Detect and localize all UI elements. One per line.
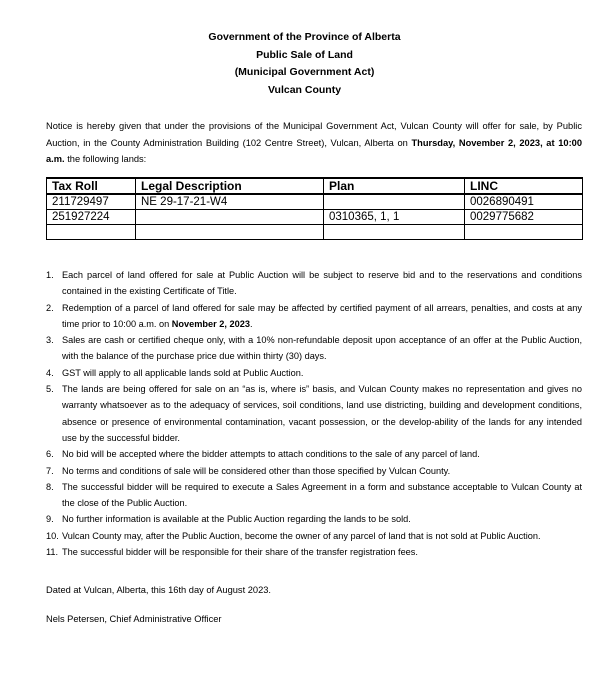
table-row: [47, 210, 583, 225]
intro-text: Notice is hereby given that under the provisions of the Municipal Government Act, Vulcan County will offer for sale, by Public Auction, in the County Administration Building (102 Centre Street), Vulcan, Alberta on: [46, 121, 582, 148]
item-text: No further information is available at the Public Auction regarding the lands to be sold.: [62, 514, 411, 525]
cell-plan: [324, 194, 465, 210]
item-text: The successful bidder will be required to execute a Sales Agreement in a form and substance acceptable to Vulcan County at the close of the Public Auction.: [62, 481, 582, 509]
item-text: GST will apply to all applicable lands sold at Public Auction.: [62, 367, 304, 378]
item-text: Redemption of a parcel of land offered for sale may be affected by certified payment of all arrears, penalties, and costs at any time prior to 10:00 a.m. on: [62, 302, 582, 329]
list-item: [0, 528, 582, 544]
notice-header: [0, 29, 609, 99]
header-government: Government of the Province of Alberta: [208, 31, 401, 43]
list-item: [0, 332, 582, 365]
item-text: Sales are cash or certified cheque only, with a 10% non-refundable deposit upon acceptance of an offer at the Public Auction, with the balance of the purchase price due within thirty (30) days.: [62, 335, 582, 362]
list-item: [0, 479, 582, 512]
item-text-end: .: [249, 318, 253, 329]
cell-linc: 0026890491: [465, 194, 583, 210]
terms-list: [0, 267, 582, 560]
item-number: 4.: [46, 367, 54, 378]
item-text: No terms and conditions of sale will be considered other than those specified by Vulcan County.: [62, 465, 451, 476]
item-number: 3.: [46, 335, 54, 346]
header-county: Vulcan County: [267, 83, 342, 96]
col-header-plan: Plan: [324, 178, 465, 194]
header-act: (Municipal Government Act): [234, 66, 375, 78]
lands-table: [46, 177, 583, 240]
cell-legal-description: NE 29-17-21-W4: [136, 194, 324, 210]
intro-date: Thursday, November 2, 2023, at 10:00 a.m.: [46, 137, 583, 164]
cell-plan: [324, 225, 465, 240]
item-number: 5.: [46, 384, 54, 395]
item-number: 10.: [46, 530, 59, 541]
item-text: Each parcel of land offered for sale at Public Auction will be subject to reserve bid and to the reservations and conditions contained in the existing Certificate of Title.: [62, 270, 582, 297]
signer-line: Nels Petersen, Chief Administrative Officer: [46, 614, 222, 624]
item-number: 2.: [46, 302, 54, 313]
col-header-linc: LINC: [465, 178, 583, 194]
table-row-empty: [47, 225, 583, 240]
table-row: [47, 194, 583, 210]
item-number: 11.: [46, 547, 59, 558]
item-text: No bid will be accepted where the bidder attempts to attach conditions to the sale of any parcel of land.: [62, 449, 480, 460]
table-header-row: [47, 178, 583, 194]
list-item: [0, 446, 582, 462]
item-number: 8.: [46, 481, 54, 492]
cell-tax-roll: [47, 225, 136, 240]
cell-tax-roll: 251927224: [47, 210, 136, 225]
item-text: Vulcan County may, after the Public Auction, become the owner of any parcel of land that is not sold at Public Auction.: [62, 530, 541, 541]
cell-legal-description: [136, 210, 324, 225]
list-item: [0, 365, 582, 381]
item-number: 9.: [46, 514, 54, 525]
intro-text-end: the following lands:: [64, 154, 147, 164]
cell-plan: 0310365, 1, 1: [324, 210, 465, 225]
item-number: 7.: [46, 465, 54, 476]
col-header-legal-description: Legal Description: [136, 178, 324, 194]
header-title: Public Sale of Land: [256, 48, 353, 61]
intro-paragraph: [46, 118, 582, 168]
cell-tax-roll: 211729497: [47, 194, 136, 210]
cell-linc: [465, 225, 583, 240]
item-date: November 2, 2023: [171, 318, 250, 329]
item-number: 6.: [46, 449, 54, 460]
item-number: 1.: [46, 270, 54, 280]
col-header-tax-roll: Tax Roll: [47, 178, 136, 194]
list-item: [0, 300, 582, 333]
cell-linc: 0029775682: [465, 210, 583, 225]
item-text: The lands are being offered for sale on an “as is, where is” basis, and Vulcan County makes no representation and gives no warranty whatsoever as to the adequacy of services, soil conditions, land use districting, building and development conditions, absence or presence of environmental contamination, vacant possession, or the develop-ability of the lands for any intended use by the successful bidder.: [62, 384, 582, 443]
item-text: The successful bidder will be responsible for their share of the transfer registration fees.: [62, 547, 418, 558]
cell-legal-description: [136, 225, 324, 240]
list-item: [0, 511, 582, 527]
list-item: [0, 544, 582, 560]
list-item: [0, 463, 582, 479]
dated-line: Dated at Vulcan, Alberta, this 16th day of August 2023.: [46, 585, 271, 595]
list-item: [0, 267, 582, 300]
list-item: [0, 381, 582, 446]
